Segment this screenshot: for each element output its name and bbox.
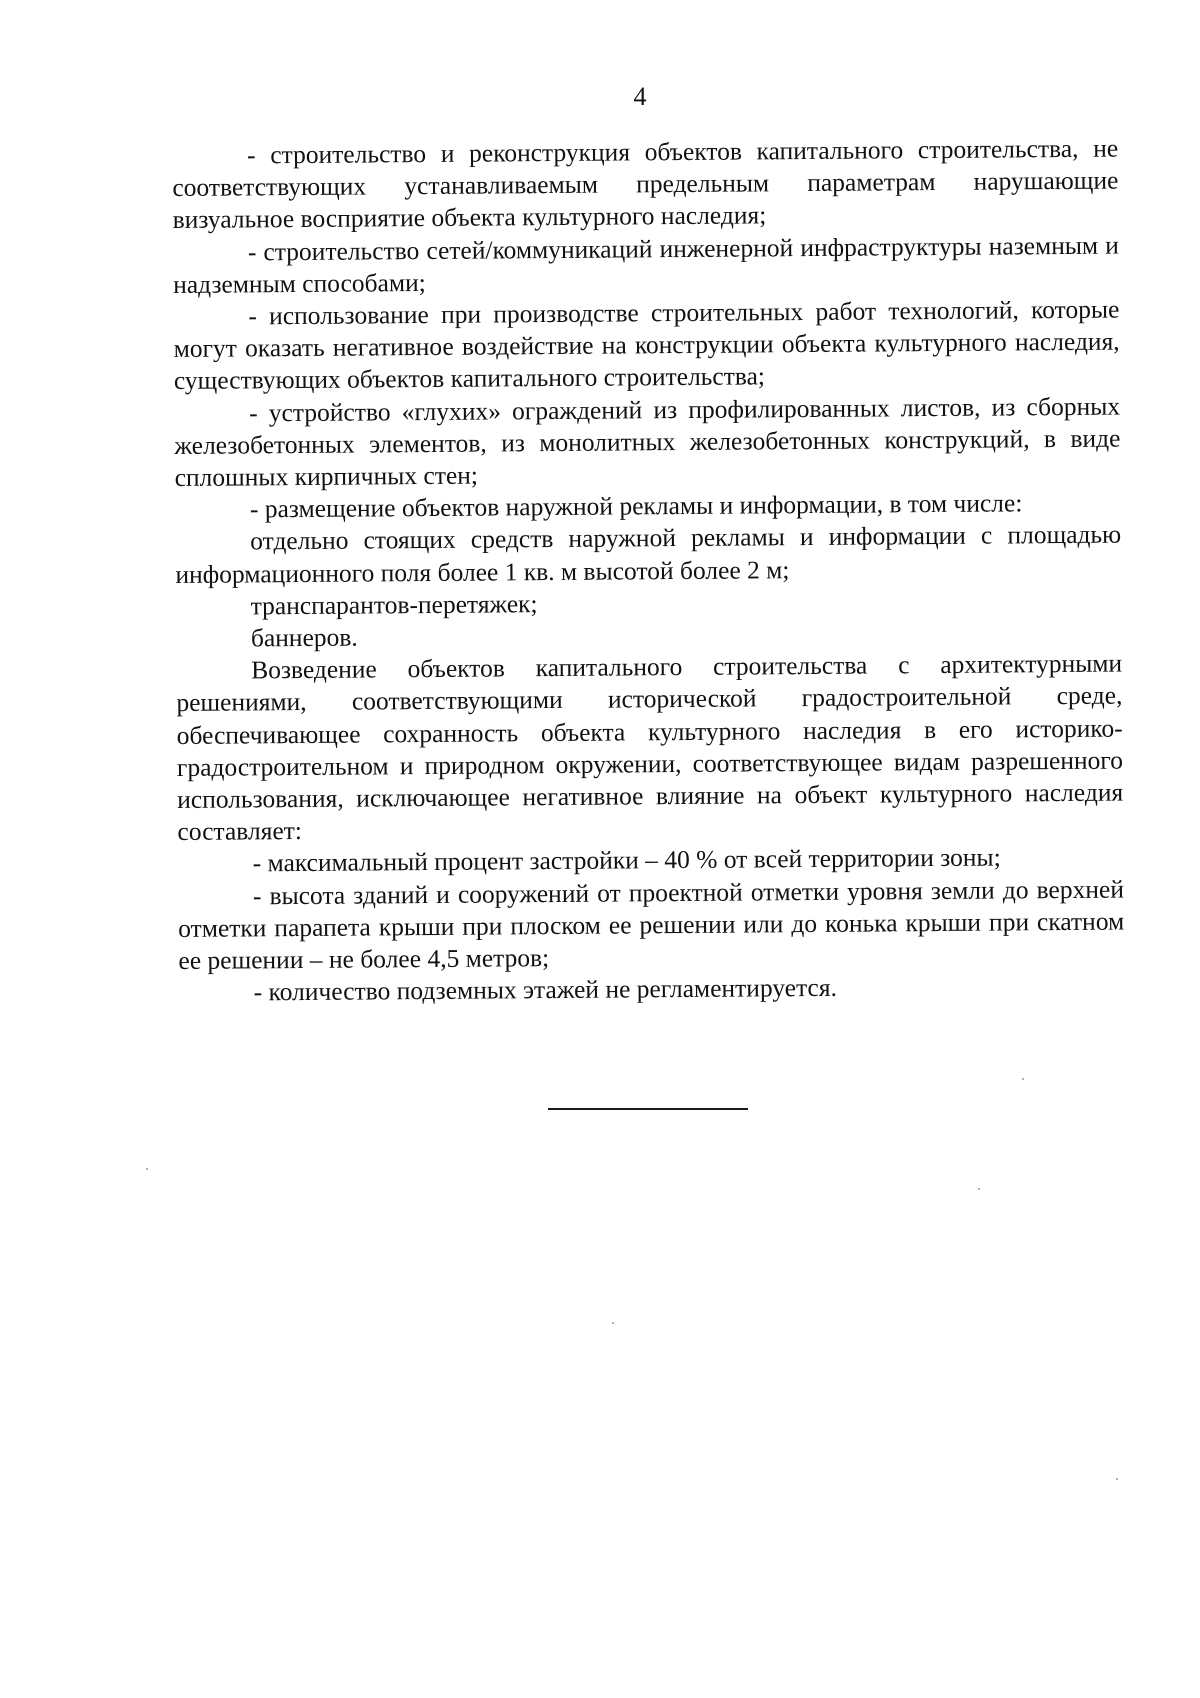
paragraph-max-height: - высота зданий и сооружений от проектной отметки уровня земли до верхней отметки парапета крыши при плоском ее решении или до конька крыши при скатном ее решении – не более 4,5 метров; <box>178 874 1125 976</box>
paragraph-advertising-banners: баннеров. <box>250 622 358 653</box>
paragraph-construction-requirements: Возведение объектов капитального строительства с архитектурными решениями, соответствующими исторической градостроительной среде, обеспечивающее сохранность объекта культурного наследия в его историко-градостроительном и природном окружении, соответствующее видам разрешенного использования, исключающее негативное влияние на объект культурного наследия составляет: <box>176 648 1124 847</box>
scan-speck <box>978 1188 980 1190</box>
paragraph-prohibition-technologies: - использование при производстве строительных работ технологий, которые могут оказать негативное воздействие на конструкции объекта культурного наследия, существующих объектов капитального строительства; <box>173 294 1120 396</box>
paragraph-prohibition-networks: - строительство сетей/коммуникаций инженерной инфраструктуры наземным и надземным способами; <box>173 230 1119 299</box>
scan-speck <box>1116 1478 1118 1480</box>
paragraph-prohibition-construction: - строительство и реконструкция объектов капитального строительства, не соответствующих устанавливаемым предельным параметрам нарушающие визуальное восприятие объекта культурного наследия; <box>172 133 1119 235</box>
end-rule <box>548 1108 748 1110</box>
paragraph-advertising-banners-stretch: транспарантов-перетяжек; <box>250 588 538 621</box>
scan-speck <box>1022 1078 1024 1080</box>
paragraph-underground-floors: - количество подземных этажей не регламентируется. <box>253 973 838 1007</box>
paragraph-prohibition-fences: - устройство «глухих» ограждений из профилированных листов, из сборных железобетонных элементов, из монолитных железобетонных конструкций, в виде сплошных кирпичных стен; <box>174 391 1121 493</box>
paragraph-advertising-standalone: отдельно стоящих средств наружной рекламы и информации с площадью информационного поля более 1 кв. м высотой более 2 м; <box>175 519 1122 589</box>
scan-speck <box>146 1168 148 1170</box>
page-number: 4 <box>633 82 647 111</box>
paragraph-max-building-percent: - максимальный процент застройки – 40 % от всей территории зоны; <box>252 842 1001 878</box>
document-body <box>172 133 1125 1010</box>
paragraph-prohibition-advertising: - размещение объектов наружной рекламы и информации, в том числе: <box>249 488 1023 524</box>
scan-speck <box>612 1322 614 1324</box>
